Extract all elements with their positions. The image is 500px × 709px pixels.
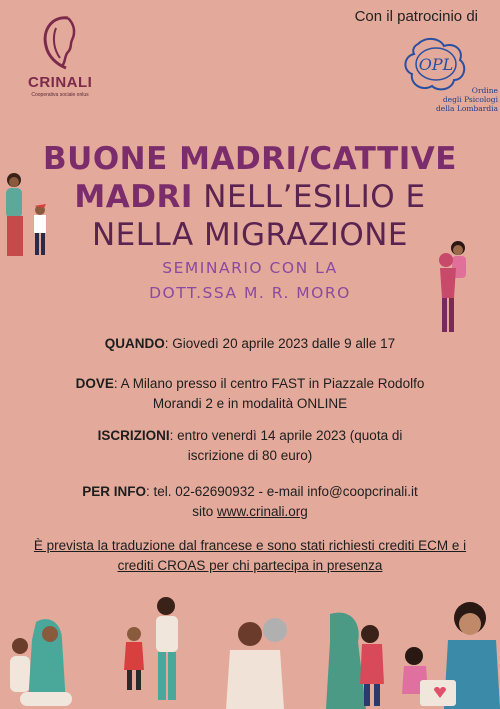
opl-caption-line: degli Psicologi — [442, 95, 498, 104]
title-line-1: BUONE MADRI/CATTIVE — [43, 141, 457, 177]
contact-text: : tel. 02-62690932 - e-mail info@coopcrinali.it — [145, 484, 418, 499]
mother-child-illustration-left — [0, 170, 62, 280]
registration-info — [0, 426, 500, 466]
sponsor-label: Con il patrocinio di — [354, 8, 478, 25]
woman-profile-icon — [38, 14, 82, 72]
title-line-2-bold: MADRI — [74, 179, 193, 215]
registration-label: ISCRIZIONI — [97, 428, 170, 443]
subtitle-line-1: SEMINARIO CON LA — [162, 259, 338, 277]
where-label: DOVE — [75, 376, 114, 391]
registration-text-1: : entro venerdì 14 aprile 2023 (quota di — [169, 428, 403, 443]
event-title — [0, 140, 500, 254]
contact-label: PER INFO — [82, 484, 146, 499]
opl-monogram: OPL — [418, 55, 454, 74]
where-text-2: Morandi 2 e in modalità ONLINE — [152, 396, 348, 411]
title-line-3: NELLA MIGRAZIONE — [91, 217, 409, 253]
logo-subtitle: Cooperativa sociale onlus — [31, 92, 89, 98]
when-label: QUANDO — [104, 336, 165, 351]
where-text-1: : A Milano presso il centro FAST in Piazzale Rodolfo — [113, 376, 425, 391]
contact-info — [0, 482, 500, 522]
opl-caption-line: della Lombardia — [435, 104, 498, 113]
families-illustration-bottom — [0, 594, 500, 709]
note-text: È prevista la traduzione dal francese e sono stati richiesti crediti ECM e i crediti CROAS per chi partecipa in presenza — [33, 538, 467, 573]
site-prefix: sito — [192, 504, 217, 519]
registration-text-2: iscrizione di 80 euro) — [187, 448, 313, 463]
subtitle-line-2: DOTT.SSA M. R. MORO — [149, 284, 351, 302]
where-info — [0, 374, 500, 414]
mother-child-illustration-right — [432, 228, 500, 338]
website-link[interactable]: www.crinali.org — [216, 504, 308, 519]
when-text: : Giovedì 20 aprile 2023 dalle 9 alle 17 — [164, 336, 396, 351]
title-line-2-rest: NELL’ESILIO E — [203, 179, 426, 215]
logo-name: CRINALI — [28, 74, 93, 91]
opl-caption-line: Ordine — [471, 86, 498, 95]
opl-caption — [408, 86, 498, 113]
event-subtitle — [0, 256, 500, 306]
when-info — [0, 334, 500, 354]
crinali-logo — [28, 14, 92, 104]
